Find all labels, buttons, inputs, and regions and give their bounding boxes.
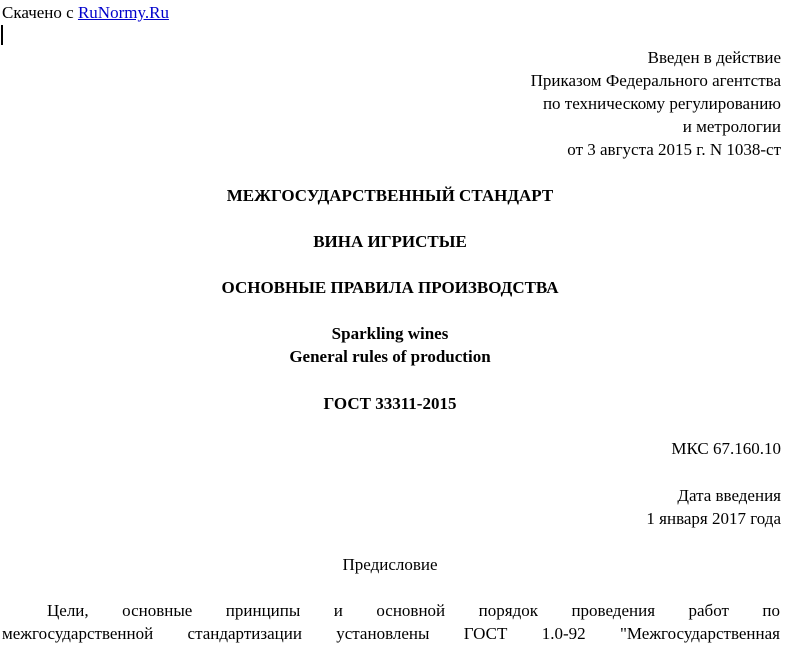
mks-code: МКС 67.160.10	[671, 439, 781, 458]
source-line	[2, 1, 169, 24]
enactment-line: Приказом Федерального агентства	[530, 71, 781, 90]
standard-type-heading: МЕЖГОСУДАРСТВЕННЫЙ СТАНДАРТ	[226, 186, 554, 205]
standard-name-en: Sparkling wines	[331, 324, 449, 343]
enactment-block	[531, 46, 781, 161]
text-cursor	[1, 25, 3, 45]
introduction-date-label: Дата введения	[677, 486, 781, 505]
source-link[interactable]: RuNormy.Ru	[77, 3, 169, 22]
enactment-line: Введен в действие	[647, 48, 781, 67]
foreword-line: Цели, основные принципы и основной порядок проведения работ по	[47, 601, 780, 620]
standard-name-ru: ВИНА ИГРИСТЫЕ	[313, 232, 467, 251]
enactment-line: и метрологии	[682, 117, 781, 136]
foreword-heading: Предисловие	[342, 555, 438, 574]
standard-code: ГОСТ 33311-2015	[323, 394, 457, 413]
enactment-line: от 3 августа 2015 г. N 1038-ст	[567, 140, 781, 159]
enactment-line: по техническому регулированию	[542, 94, 781, 113]
standard-subtitle-ru: ОСНОВНЫЕ ПРАВИЛА ПРОИЗВОДСТВА	[221, 278, 559, 297]
source-prefix: Скачено с	[2, 3, 78, 22]
foreword-line: межгосударственной стандартизации установлены ГОСТ 1.0-92 "Межгосударственная	[2, 624, 780, 643]
introduction-date-block	[646, 484, 781, 530]
foreword-paragraph	[2, 599, 780, 645]
introduction-date-value: 1 января 2017 года	[646, 509, 781, 528]
standard-subtitle-en: General rules of production	[289, 347, 491, 366]
